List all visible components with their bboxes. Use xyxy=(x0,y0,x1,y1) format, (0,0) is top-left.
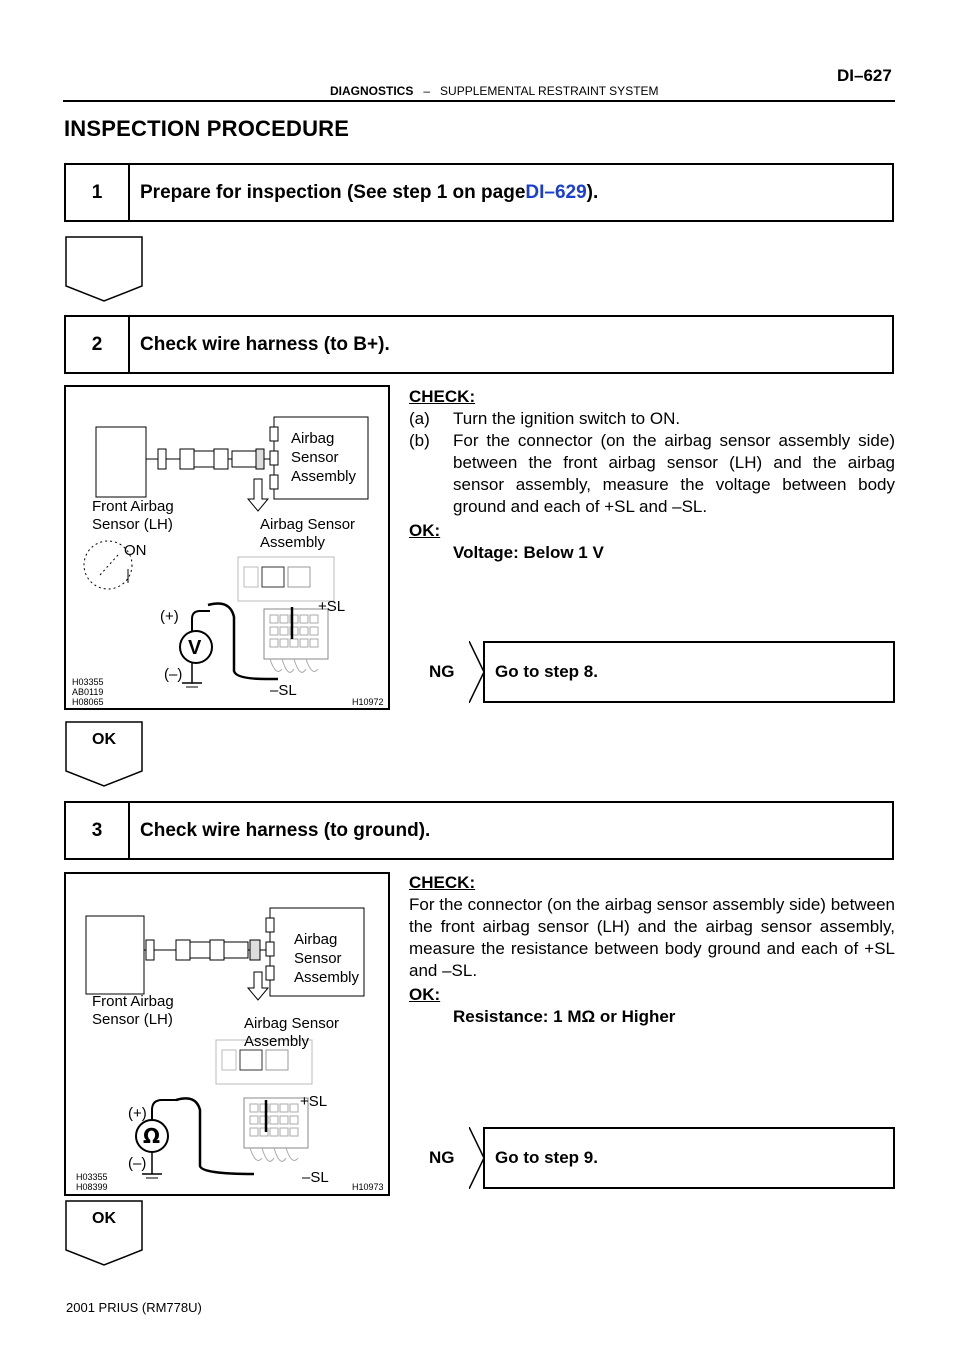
fig2-ref-code-1: H03355 xyxy=(72,677,104,687)
fig2-ref-code-2: AB0119 xyxy=(72,687,104,697)
step-2-item-a-marker: (a) xyxy=(409,409,430,428)
step-2-item-b-text: For the connector (on the airbag sensor assembly side) between the front airbag sensor (LH) and the airbag sensor assembly, measure the voltage between body ground and each of +SL and –SL. xyxy=(453,431,895,516)
fig2-front-airbag-label-1: Front Airbag xyxy=(92,498,174,515)
fig3-sensor-assembly-label-2: Assembly xyxy=(244,1033,310,1050)
fig3-plus-sl-label: +SL xyxy=(300,1093,328,1110)
step-1-text-before: Prepare for inspection (See step 1 on page xyxy=(140,181,526,203)
step-1-page-link[interactable]: DI–629 xyxy=(525,181,587,203)
page-title: INSPECTION PROCEDURE xyxy=(64,116,350,141)
fig3-ref-code-2: H08399 xyxy=(76,1182,108,1192)
fig2-voltmeter-icon: V xyxy=(188,637,202,659)
step-2-ok-marker xyxy=(65,721,143,787)
step-1-title xyxy=(140,165,598,220)
step-2-ng-label: NG xyxy=(429,662,455,681)
fig2-ref-code-3: H08065 xyxy=(72,697,104,707)
step-2-item-a-text: Turn the ignition switch to ON. xyxy=(453,409,681,428)
fig3-plus-label: (+) xyxy=(128,1105,147,1122)
running-header xyxy=(330,84,659,98)
step-3-check-label: CHECK: xyxy=(409,873,476,892)
fig3-assembly-label-2: Sensor xyxy=(294,950,342,967)
header-section: DIAGNOSTICS xyxy=(330,84,414,98)
step-1-result-marker xyxy=(65,236,143,302)
step-1-number: 1 xyxy=(66,165,130,220)
step-2-ok-label: OK: xyxy=(409,521,441,540)
step-2-ok-value: Voltage: Below 1 V xyxy=(453,543,604,562)
step-2-box xyxy=(64,315,894,374)
step-2-check-block xyxy=(409,386,895,564)
fig3-ohmmeter-icon: Ω xyxy=(143,1124,161,1148)
step-3-check-text: For the connector (on the airbag sensor assembly side) between the front airbag sensor (LH) and the airbag sensor assembly, measure the resistance between body ground and each of +SL and –SL. xyxy=(409,895,895,980)
fig3-front-airbag-label-1: Front Airbag xyxy=(92,993,174,1010)
fig2-plus-sl-label: +SL xyxy=(318,598,346,615)
fig3-ref-code-1: H03355 xyxy=(76,1172,108,1182)
step-1-text-after: ). xyxy=(586,181,599,203)
fig3-minus-label: (–) xyxy=(128,1155,147,1172)
step-2-check-label: CHECK: xyxy=(409,387,476,406)
step-3-ok-marker xyxy=(65,1200,143,1266)
fig2-figure-id: H10972 xyxy=(352,697,384,707)
step-2-check-item-b xyxy=(409,430,895,518)
step-2-title: Check wire harness (to B+). xyxy=(140,333,390,355)
header-rule xyxy=(63,100,895,102)
step-1-box xyxy=(64,163,894,222)
step-2-ok-result: OK xyxy=(92,731,116,748)
step-3-ok-result: OK xyxy=(92,1210,116,1227)
fig3-assembly-label-1: Airbag xyxy=(294,931,338,948)
fig2-sensor-assembly-label-2: Assembly xyxy=(260,534,326,551)
fig3-assembly-label-3: Assembly xyxy=(294,969,360,986)
fig3-minus-sl-label: –SL xyxy=(302,1169,329,1186)
fig2-plus-label: (+) xyxy=(160,608,179,625)
step-3-ng-label: NG xyxy=(429,1148,455,1167)
fig3-front-airbag-label-2: Sensor (LH) xyxy=(92,1011,173,1028)
step-3-ok-value: Resistance: 1 MΩ or Higher xyxy=(453,1007,676,1026)
step-2-ng-row xyxy=(409,641,895,703)
fig3-figure-id: H10973 xyxy=(352,1182,384,1192)
header-subsection: SUPPLEMENTAL RESTRAINT SYSTEM xyxy=(440,84,659,98)
step-2-check-item-a xyxy=(409,408,895,430)
step-3-ng-action: Go to step 9. xyxy=(483,1127,895,1189)
fig2-on-label: ON xyxy=(124,542,147,559)
step-2-number: 2 xyxy=(66,317,130,372)
fig2-assembly-label-1: Airbag xyxy=(291,430,335,447)
step-3-box xyxy=(64,801,894,860)
fig2-front-airbag-label-2: Sensor (LH) xyxy=(92,516,173,533)
fig3-sensor-assembly-label-1: Airbag Sensor xyxy=(244,1015,340,1032)
step-2-ng-action: Go to step 8. xyxy=(483,641,895,703)
fig2-minus-sl-label: –SL xyxy=(270,682,297,699)
page-number: DI–627 xyxy=(837,66,892,85)
step-3-title: Check wire harness (to ground). xyxy=(140,819,431,841)
figure-resistance-check xyxy=(64,872,390,1196)
fig2-sensor-assembly-label-1: Airbag Sensor xyxy=(260,516,356,533)
page-footer: 2001 PRIUS (RM778U) xyxy=(66,1300,202,1315)
step-3-number: 3 xyxy=(66,803,130,858)
fig2-minus-label: (–) xyxy=(164,666,183,683)
header-separator: – xyxy=(423,84,431,98)
step-2-item-b-marker: (b) xyxy=(409,431,430,450)
figure-voltage-check xyxy=(64,385,390,710)
step-3-check-block xyxy=(409,872,895,1028)
fig2-assembly-label-2: Sensor xyxy=(291,449,339,466)
fig2-assembly-label-3: Assembly xyxy=(291,468,357,485)
step-3-ok-label: OK: xyxy=(409,985,441,1004)
step-3-ng-row xyxy=(409,1127,895,1189)
